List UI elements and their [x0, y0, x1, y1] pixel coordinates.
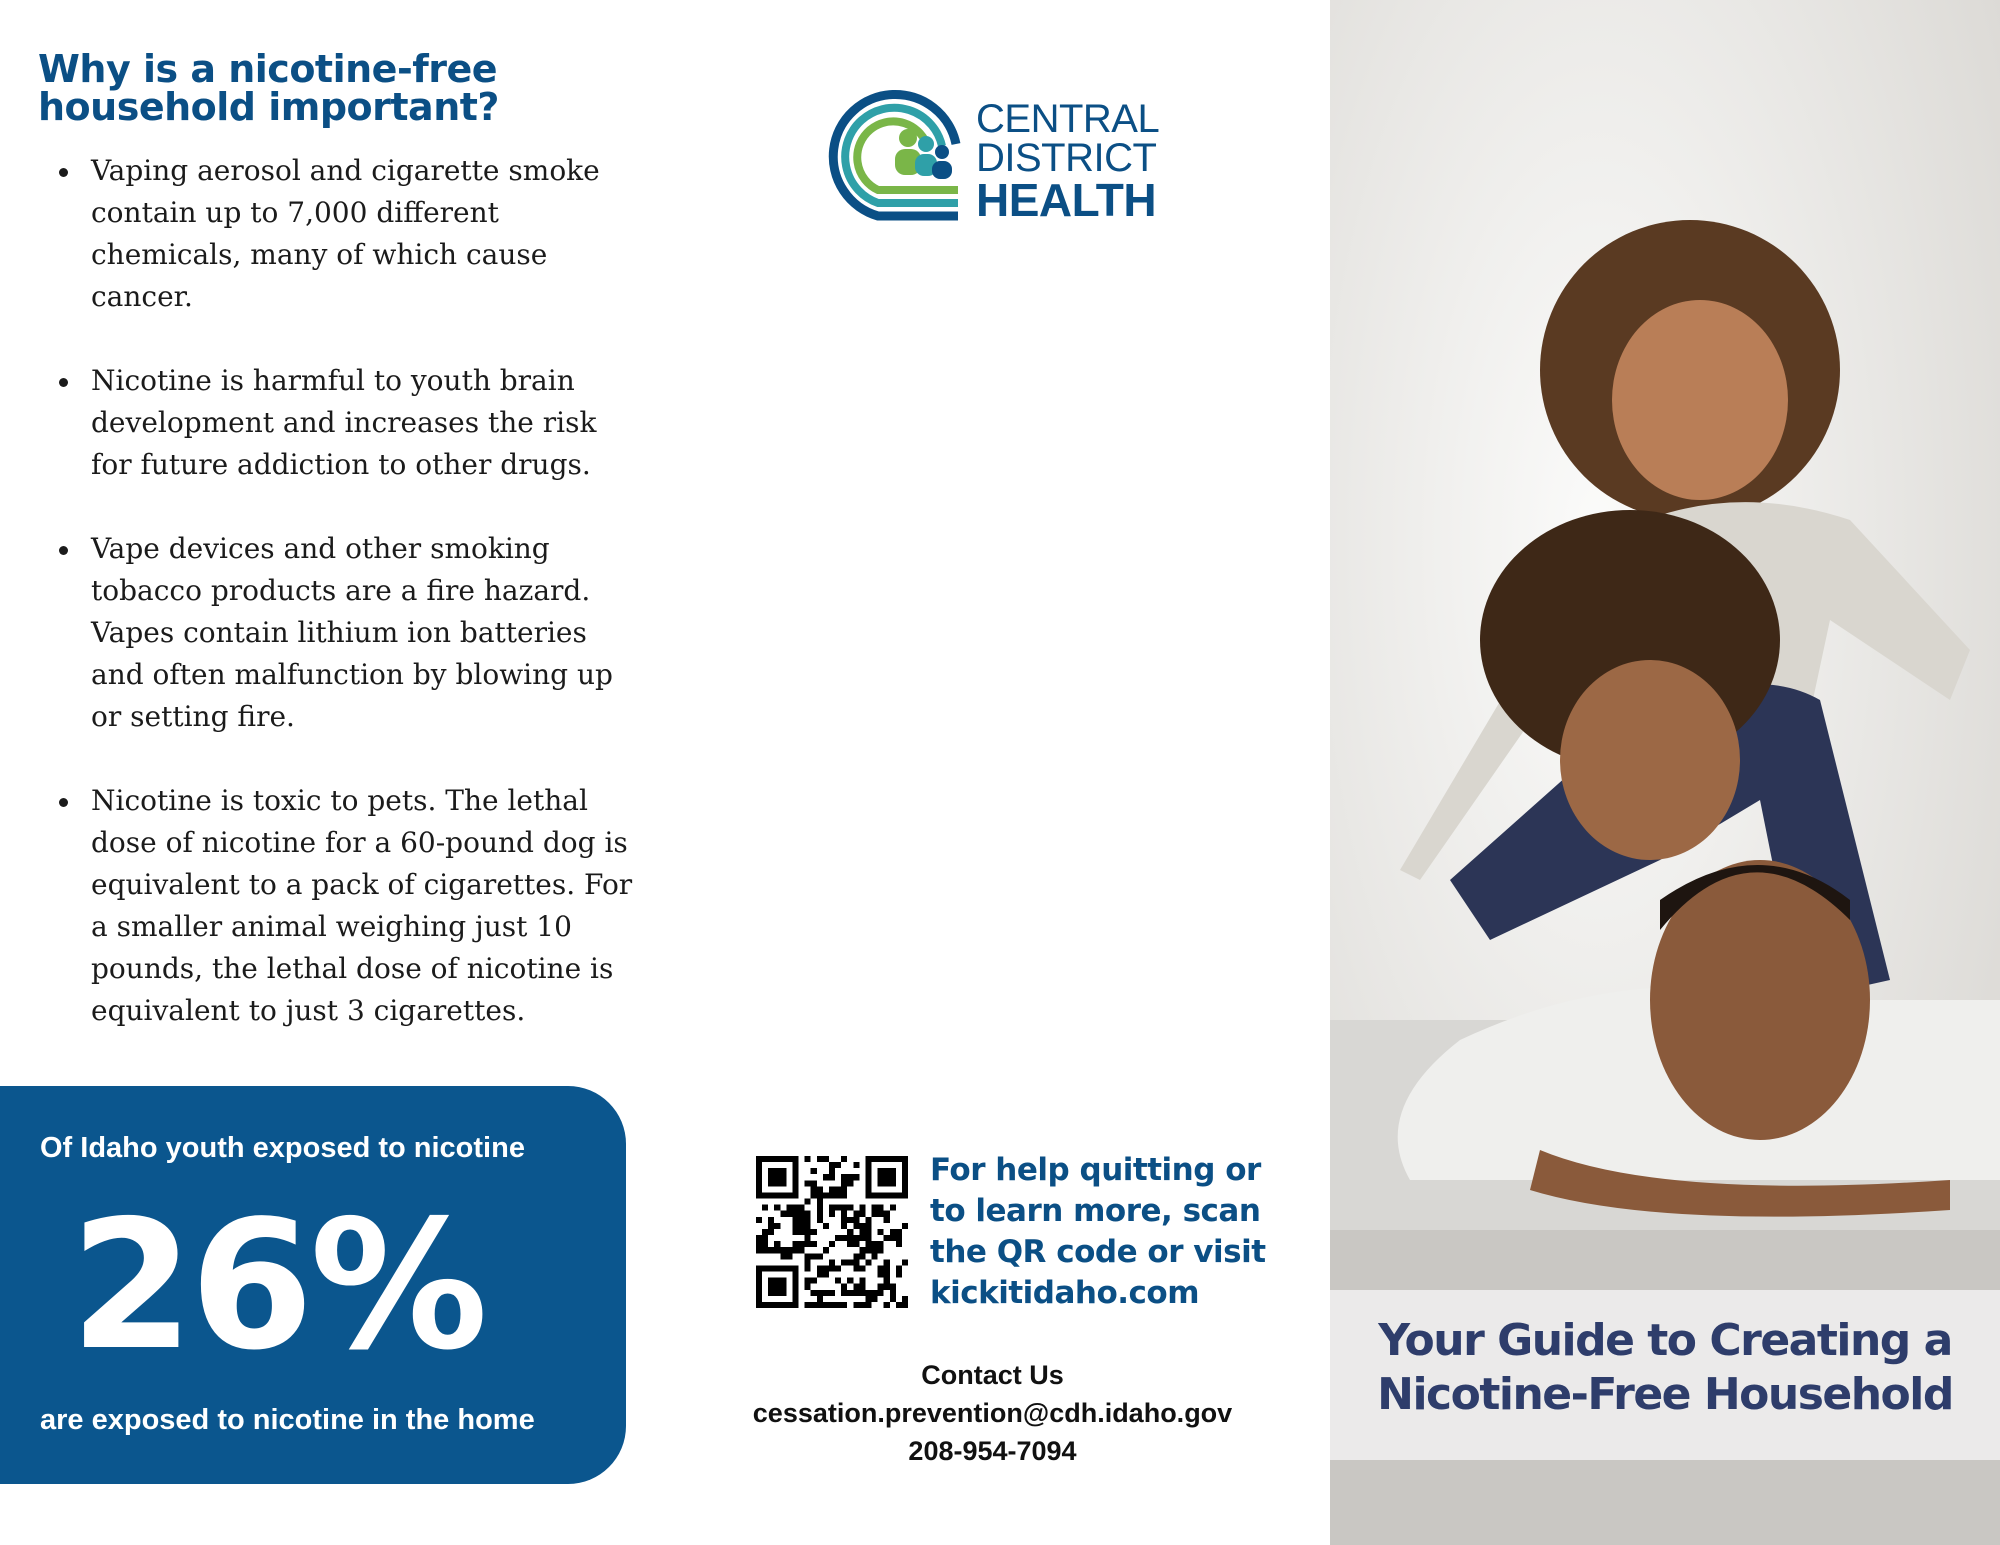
family-photo: [1330, 0, 2000, 1545]
brochure-title: [1330, 1314, 2000, 1422]
logo-text-health: HEALTH: [976, 174, 1157, 226]
statistic-caption-bottom: are exposed to nicotine in the home: [40, 1404, 535, 1436]
title-banner: [1330, 1290, 2000, 1460]
bullet-item-fire-hazard: Vape devices and other smoking tobacco products are a fire hazard. Vapes contain lithium ion batteries and often malfunction by blowing up or setting fire.: [38, 528, 638, 738]
logo-mark-icon: [818, 86, 968, 226]
contact-block: [700, 1356, 1285, 1470]
statistic-value: 26%: [70, 1182, 485, 1389]
bullet-list: [38, 150, 638, 1074]
logo-text-central: CENTRAL: [976, 97, 1160, 141]
bullet-item-brain: Nicotine is harmful to youth brain development and increases the risk for future addiction to other drugs.: [38, 360, 638, 486]
bullet-item-chemicals: Vaping aerosol and cigarette smoke contain up to 7,000 different chemicals, many of which cause cancer.: [38, 150, 638, 318]
help-line: to learn more, scan: [930, 1193, 1261, 1229]
section-heading: Why is a nicotine-free household important?: [38, 47, 499, 129]
contact-email-link[interactable]: cessation.prevention@cdh.idaho.gov: [752, 1398, 1233, 1428]
central-district-health-logo: [818, 86, 1168, 226]
title-line: Nicotine-Free Household: [1377, 1369, 1953, 1420]
website-link[interactable]: kickitidaho.com: [930, 1275, 1200, 1311]
bullet-item-pets: Nicotine is toxic to pets. The lethal dose of nicotine for a 60-pound dog is equivalent to a pack of cigarettes. For a smaller animal weighing just 10 pounds, the lethal dose of nicotine is equivalent to just 3 cigarettes.: [38, 780, 638, 1032]
help-line: the QR code or visit: [930, 1234, 1266, 1270]
logo-wordmark: [976, 97, 1160, 226]
statistic-caption-top: Of Idaho youth exposed to nicotine: [40, 1132, 525, 1164]
title-line: Your Guide to Creating a: [1378, 1315, 1952, 1366]
logo-text-district: DISTRICT: [976, 136, 1157, 180]
help-line: For help quitting or: [930, 1152, 1261, 1188]
contact-phone[interactable]: 208-954-7094: [908, 1436, 1077, 1466]
qr-code-icon[interactable]: [756, 1156, 908, 1308]
contact-heading: Contact Us: [921, 1360, 1064, 1390]
help-text: [930, 1150, 1266, 1314]
statistic-box: [0, 1086, 626, 1484]
